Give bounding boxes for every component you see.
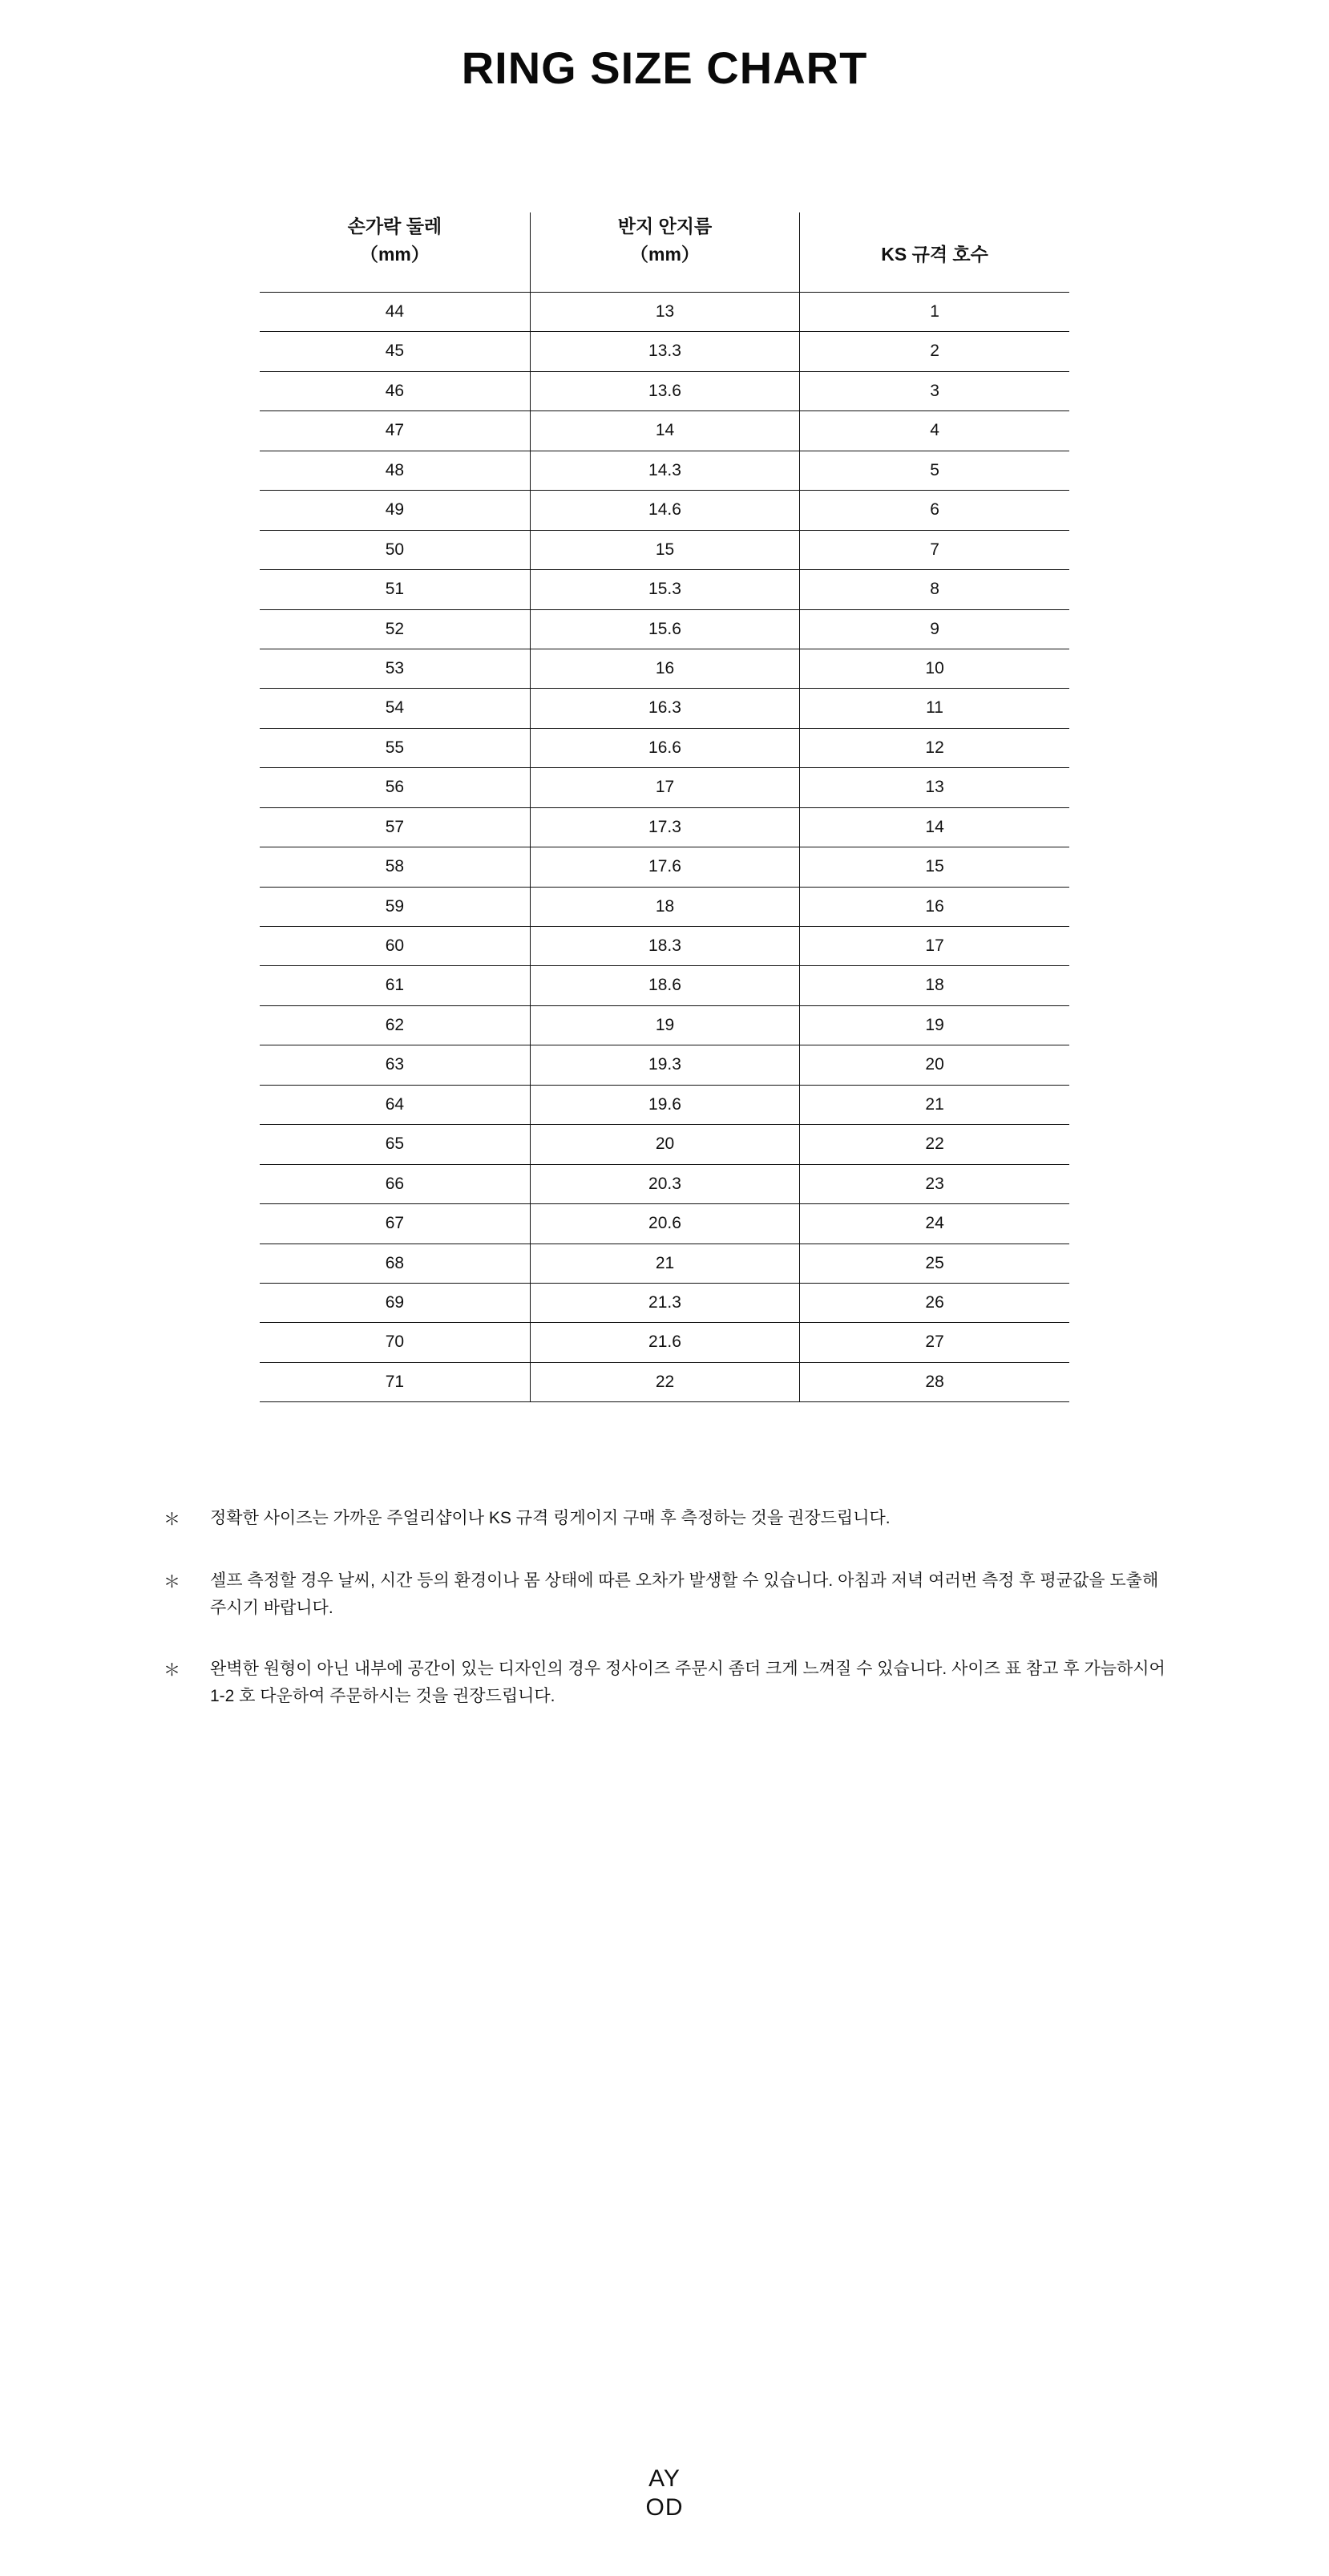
table-cell: 26 [800,1283,1069,1322]
table-cell: 21.3 [530,1283,799,1322]
table-cell: 18 [800,966,1069,1005]
table-cell: 66 [260,1164,530,1203]
brand-logo [616,2459,713,2528]
table-cell: 22 [800,1125,1069,1164]
table-cell: 16.6 [530,728,799,767]
table-row [260,728,1069,767]
table-cell: 12 [800,728,1069,767]
table-row [260,609,1069,649]
table-cell: 20.6 [530,1204,799,1244]
table-cell: 3 [800,371,1069,410]
table-cell: 16 [800,887,1069,926]
table-cell: 14 [530,411,799,451]
table-cell: 24 [800,1204,1069,1244]
table-cell: 4 [800,411,1069,451]
table-cell: 62 [260,1005,530,1045]
column-header-inner-diameter [530,212,799,293]
table-cell: 5 [800,451,1069,490]
size-table-container [260,212,1069,1402]
table-cell: 61 [260,966,530,1005]
table-header [260,212,1069,293]
table-row [260,1164,1069,1203]
table-bottom-rule [260,1401,1069,1402]
table-row [260,807,1069,847]
table-cell: 21.6 [530,1323,799,1362]
table-row [260,847,1069,887]
table-cell: 2 [800,332,1069,371]
ring-size-table [260,212,1069,1401]
note-marker: ＊ [164,1510,180,1530]
table-cell: 60 [260,927,530,966]
table-cell: 17.6 [530,847,799,887]
column-header-ks-size [800,212,1069,293]
table-row [260,1125,1069,1164]
table-cell: 51 [260,570,530,609]
note-text: 셀프 측정할 경우 날씨, 시간 등의 환경이나 몸 상태에 따른 오차가 발생할 수 있습니다. 아침과 저녁 여러번 측정 후 평균값을 도출해주시기 바랍니다. [210,1571,1159,1618]
table-cell: 20 [530,1125,799,1164]
table-cell: 71 [385,1372,405,1391]
table-cell: 53 [260,649,530,688]
table-row [260,1283,1069,1322]
table-row [260,1045,1069,1085]
table-row [260,1362,1069,1401]
svg-text:OD: OD [645,2494,684,2521]
table-row [260,1085,1069,1124]
table-cell: 13.3 [530,332,799,371]
table-cell: 20 [800,1045,1069,1085]
table-cell: 27 [800,1323,1069,1362]
table-cell: 14.3 [530,451,799,490]
table-body [260,293,1069,1402]
column-header-finger-circumference [260,212,530,293]
table-cell: 18.6 [530,966,799,1005]
table-cell: 70 [260,1323,530,1362]
table-row [260,887,1069,926]
table-cell: 10 [800,649,1069,688]
table-cell: 15 [530,530,799,569]
table-header-row [260,212,1069,293]
notes-section [164,1505,1165,1710]
table-cell: 11 [800,689,1069,728]
table-cell: 13 [800,768,1069,807]
table-cell: 58 [260,847,530,887]
table-cell: 52 [260,609,530,649]
header-main-text: 반지 안지름 [617,216,713,237]
table-row [260,1005,1069,1045]
table-row [260,293,1069,332]
table-cell: 17 [800,927,1069,966]
header-sub-text: （mm） [630,243,700,265]
note-item [164,1567,1165,1622]
table-cell: 22 [530,1362,799,1401]
table-cell: 13.6 [530,371,799,410]
table-row [260,1244,1069,1283]
ayod-logo-icon [620,2459,709,2528]
table-cell: 47 [260,411,530,451]
table-cell: 44 [260,293,530,332]
header-sub-text: （mm） [359,243,430,265]
table-cell: 17 [530,768,799,807]
table-cell: 16 [530,649,799,688]
note-item [164,1505,1165,1534]
table-cell: 19.6 [530,1085,799,1124]
table-cell: 8 [800,570,1069,609]
table-cell: 25 [800,1244,1069,1283]
table-cell: 14.6 [530,491,799,530]
table-cell: 21 [800,1085,1069,1124]
table-row [260,570,1069,609]
table-cell: 1 [800,293,1069,332]
table-row [260,491,1069,530]
header-main-text: KS 규격 호수 [881,243,988,265]
table-cell: 19.3 [530,1045,799,1085]
table-cell: 59 [260,887,530,926]
table-row [260,768,1069,807]
table-cell: 65 [260,1125,530,1164]
table-cell: 67 [260,1204,530,1244]
note-marker: ＊ [164,1573,180,1592]
table-row [260,927,1069,966]
table-cell: 18.3 [530,927,799,966]
note-marker: ＊ [164,1661,180,1680]
table-cell: 15.6 [530,609,799,649]
table-cell: 19 [800,1005,1069,1045]
table-cell: 50 [260,530,530,569]
table-cell: 57 [260,807,530,847]
table-row [260,530,1069,569]
table-cell: 45 [260,332,530,371]
table-row [260,689,1069,728]
table-cell: 48 [260,451,530,490]
table-row [260,332,1069,371]
table-cell: 23 [800,1164,1069,1203]
table-cell: 17.3 [530,807,799,847]
table-cell: 69 [260,1283,530,1322]
table-row [260,1204,1069,1244]
table-row [260,966,1069,1005]
svg-text:AY: AY [648,2465,681,2492]
table-row [260,1323,1069,1362]
table-cell: 55 [260,728,530,767]
note-text: 정확한 사이즈는 가까운 주얼리샵이나 KS 규격 링게이지 구매 후 측정하는 것을 권장드립니다. [210,1509,891,1528]
table-cell: 46 [260,371,530,410]
table-row [260,371,1069,410]
table-cell: 9 [800,609,1069,649]
ring-size-chart-page [0,42,1329,2576]
note-text: 완벽한 원형이 아닌 내부에 공간이 있는 디자인의 경우 정사이즈 주문시 좀더 크게 느껴질 수 있습니다. 사이즈 표 참고 후 가늠하시어 1-2 호 다운하여 주문하시는 것을 권장드립니다. [210,1660,1165,1706]
header-main-text: 손가락 둘레 [347,216,442,237]
table-row [260,411,1069,451]
table-cell: 19 [530,1005,799,1045]
table-cell: 18 [530,887,799,926]
table-cell: 56 [260,768,530,807]
table-cell: 16.3 [530,689,799,728]
table-row [260,451,1069,490]
table-row [260,649,1069,688]
table-cell: 68 [260,1244,530,1283]
table-cell: 7 [800,530,1069,569]
note-item [164,1656,1165,1710]
table-cell: 14 [800,807,1069,847]
table-cell: 6 [800,491,1069,530]
table-cell: 64 [260,1085,530,1124]
table-cell: 20.3 [530,1164,799,1203]
table-cell: 63 [260,1045,530,1085]
table-cell: 21 [530,1244,799,1283]
table-cell: 28 [800,1362,1069,1401]
table-cell: 15 [800,847,1069,887]
table-cell: 54 [260,689,530,728]
page-title: RING SIZE CHART [461,42,868,93]
table-cell: 49 [260,491,530,530]
table-cell: 15.3 [530,570,799,609]
table-cell: 13 [530,293,799,332]
